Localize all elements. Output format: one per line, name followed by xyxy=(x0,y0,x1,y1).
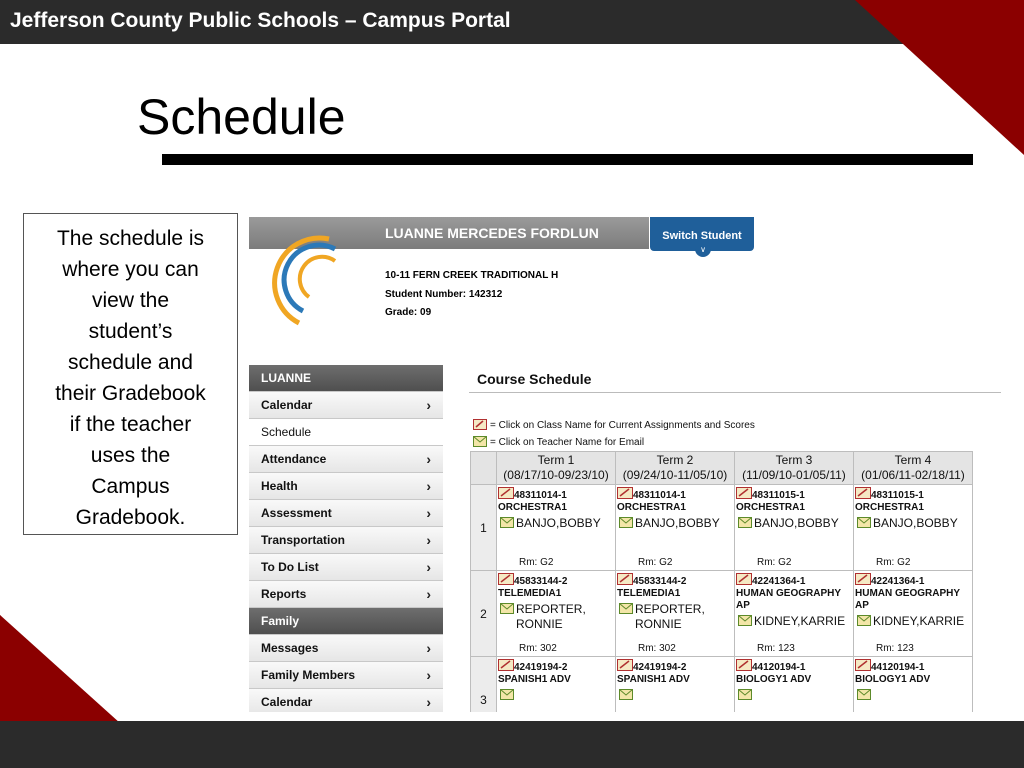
sidebar-item-label: Reports xyxy=(261,587,307,601)
teacher-name: KIDNEY,KARRIE xyxy=(754,614,846,628)
email-icon xyxy=(738,615,752,626)
course-link[interactable] xyxy=(736,659,853,686)
sidebar-item-health[interactable] xyxy=(249,473,443,500)
course-code: 48311015-1 xyxy=(752,490,805,501)
room-number: Rm: 302 xyxy=(519,643,557,654)
assignment-icon xyxy=(617,573,633,585)
course-code: 45833144-2 xyxy=(633,576,687,587)
teacher-email-link[interactable] xyxy=(736,688,853,703)
sidebar-item-label: Calendar xyxy=(261,695,313,709)
course-link[interactable] xyxy=(855,659,972,686)
course-name: TELEMEDIA1 xyxy=(617,588,681,599)
portal-screenshot xyxy=(249,217,1001,712)
period-number: 1 xyxy=(471,485,497,571)
assignment-icon xyxy=(473,419,487,430)
course-link[interactable] xyxy=(736,487,853,514)
course-name: HUMAN GEOGRAPHY AP xyxy=(855,588,960,611)
sidebar-item-label: To Do List xyxy=(261,560,319,574)
slide-header-bar xyxy=(0,0,1024,44)
room-number: Rm: 123 xyxy=(757,643,795,654)
period-number: 3 xyxy=(471,657,497,713)
teacher-email-link[interactable] xyxy=(498,516,615,531)
legend-email xyxy=(473,436,644,448)
course-link[interactable] xyxy=(617,573,734,600)
course-name: ORCHESTRA1 xyxy=(498,502,567,513)
student-number: Student Number: 142312 xyxy=(385,289,503,300)
assignment-icon xyxy=(498,659,514,671)
room-number: Rm: 123 xyxy=(876,643,914,654)
chevron-right-icon: › xyxy=(426,478,431,494)
sidebar-item-label: Attendance xyxy=(261,452,327,466)
course-code: 42419194-2 xyxy=(514,662,568,673)
assignment-icon xyxy=(736,573,752,585)
room-number: Rm: G2 xyxy=(876,557,911,568)
email-icon xyxy=(500,517,514,528)
sidebar-nav xyxy=(249,365,443,712)
course-name: TELEMEDIA1 xyxy=(498,588,562,599)
sidebar-item-attendance[interactable] xyxy=(249,446,443,473)
assignment-icon xyxy=(498,573,514,585)
course-name: ORCHESTRA1 xyxy=(855,502,924,513)
sidebar-item-assessment[interactable] xyxy=(249,500,443,527)
course-name: ORCHESTRA1 xyxy=(736,502,805,513)
sidebar-section-header xyxy=(249,365,443,392)
teacher-name: BANJO,BOBBY xyxy=(635,516,720,530)
teacher-name: BANJO,BOBBY xyxy=(754,516,839,530)
term-header xyxy=(497,452,616,485)
school-name: 10-11 FERN CREEK TRADITIONAL H xyxy=(385,270,559,281)
period-header xyxy=(471,452,497,485)
course-code: 44120194-1 xyxy=(871,662,925,673)
teacher-email-link[interactable] xyxy=(617,516,734,531)
schedule-cell xyxy=(735,571,854,657)
course-name: HUMAN GEOGRAPHY AP xyxy=(736,588,841,611)
email-icon xyxy=(738,689,752,700)
teacher-email-link[interactable] xyxy=(498,602,615,632)
schedule-cell xyxy=(616,657,735,713)
legend-assignments xyxy=(473,419,755,431)
schedule-cell xyxy=(497,571,616,657)
teacher-email-link[interactable] xyxy=(736,614,853,629)
assignment-icon xyxy=(736,487,752,499)
teacher-name: KIDNEY,KARRIE xyxy=(873,614,965,628)
schedule-cell xyxy=(735,657,854,713)
assignment-icon xyxy=(855,659,871,671)
term-header xyxy=(854,452,973,485)
term-dates: (08/17/10-09/23/10) xyxy=(503,468,609,482)
email-icon xyxy=(500,689,514,700)
term-name: Term 1 xyxy=(537,453,575,467)
course-name: BIOLOGY1 ADV xyxy=(736,674,812,685)
room-number: Rm: 302 xyxy=(638,643,676,654)
email-icon xyxy=(619,517,633,528)
sidebar-item-messages[interactable] xyxy=(249,635,443,662)
course-link[interactable] xyxy=(498,659,615,686)
course-link[interactable] xyxy=(617,487,734,514)
assignment-icon xyxy=(855,573,871,585)
term-dates: (01/06/11-02/18/11) xyxy=(861,468,965,482)
chevron-right-icon: › xyxy=(426,694,431,710)
student-grade: Grade: 09 xyxy=(385,307,432,318)
sidebar-item-label: LUANNE xyxy=(261,371,311,385)
chevron-right-icon: › xyxy=(426,667,431,683)
table-row xyxy=(471,657,973,713)
email-icon xyxy=(857,517,871,528)
course-schedule-divider xyxy=(469,392,1001,393)
sidebar-item-label: Messages xyxy=(261,641,319,655)
email-icon xyxy=(473,436,487,447)
chevron-right-icon: › xyxy=(426,586,431,602)
course-code: 42241364-1 xyxy=(871,576,925,587)
schedule-cell xyxy=(854,485,973,571)
title-underline xyxy=(162,154,973,165)
teacher-email-link[interactable] xyxy=(498,688,615,703)
chevron-right-icon: › xyxy=(426,505,431,521)
schedule-cell xyxy=(735,485,854,571)
course-name: BIOLOGY1 ADV xyxy=(855,674,931,685)
email-icon xyxy=(738,517,752,528)
term-name: Term 3 xyxy=(775,453,813,467)
assignment-icon xyxy=(617,487,633,499)
course-code: 45833144-2 xyxy=(514,576,568,587)
course-link[interactable] xyxy=(498,487,615,514)
slide-footer-bar xyxy=(0,721,1024,768)
email-icon xyxy=(857,615,871,626)
teacher-email-link[interactable] xyxy=(855,688,972,703)
schedule-cell xyxy=(854,657,973,713)
teacher-email-link[interactable] xyxy=(617,602,734,632)
chevron-right-icon: › xyxy=(426,451,431,467)
chevron-right-icon: › xyxy=(426,532,431,548)
slide-header-title: Jefferson County Public Schools – Campus Portal xyxy=(10,9,511,32)
chevron-down-icon[interactable]: ∨ xyxy=(695,245,711,257)
table-row xyxy=(471,485,973,571)
chevron-right-icon: › xyxy=(426,640,431,656)
sidebar-item-label: Health xyxy=(261,479,298,493)
campus-logo-icon xyxy=(269,231,369,331)
table-row xyxy=(471,571,973,657)
course-code: 48311015-1 xyxy=(871,490,924,501)
schedule-cell xyxy=(497,657,616,713)
sidebar-item-label: Family Members xyxy=(261,668,356,682)
email-icon xyxy=(500,603,514,614)
teacher-name: REPORTER, RONNIE xyxy=(635,602,705,631)
course-link[interactable] xyxy=(617,659,734,686)
teacher-email-link[interactable] xyxy=(617,688,734,703)
schedule-cell xyxy=(616,485,735,571)
course-schedule-title: Course Schedule xyxy=(477,371,592,387)
teacher-name: BANJO,BOBBY xyxy=(516,516,601,530)
course-code: 44120194-1 xyxy=(752,662,806,673)
teacher-email-link[interactable] xyxy=(855,516,972,531)
legend-assignments-text: = Click on Class Name for Current Assignments and Scores xyxy=(490,420,755,431)
assignment-icon xyxy=(617,659,633,671)
sidebar-item-family-members[interactable] xyxy=(249,662,443,689)
sidebar-item-transportation[interactable] xyxy=(249,527,443,554)
sidebar-item-label: Calendar xyxy=(261,398,313,412)
teacher-email-link[interactable] xyxy=(855,614,972,629)
assignment-icon xyxy=(498,487,514,499)
course-code: 48311014-1 xyxy=(633,490,686,501)
email-icon xyxy=(619,603,633,614)
room-number: Rm: G2 xyxy=(757,557,792,568)
course-name: SPANISH1 ADV xyxy=(617,674,690,685)
period-number: 2 xyxy=(471,571,497,657)
sidebar-item-label: Transportation xyxy=(261,533,346,547)
chevron-right-icon: › xyxy=(426,559,431,575)
sidebar-item-calendar[interactable] xyxy=(249,689,443,712)
sidebar-item-calendar[interactable] xyxy=(249,392,443,419)
course-link[interactable] xyxy=(855,573,972,612)
course-name: ORCHESTRA1 xyxy=(617,502,686,513)
course-link[interactable] xyxy=(855,487,972,514)
room-number: Rm: G2 xyxy=(519,557,554,568)
schedule-cell xyxy=(497,485,616,571)
sidebar-item-schedule[interactable] xyxy=(249,419,443,446)
explanation-callout: The schedule is where you can view the student’s schedule and their Gradebook if the teacher uses the Campus Gradebook. xyxy=(23,213,238,535)
assignment-icon xyxy=(855,487,871,499)
chevron-right-icon: › xyxy=(426,397,431,413)
term-header xyxy=(735,452,854,485)
sidebar-section-header xyxy=(249,608,443,635)
course-link[interactable] xyxy=(498,573,615,600)
student-name: LUANNE MERCEDES FORDLUN xyxy=(385,225,599,241)
assignment-icon xyxy=(736,659,752,671)
email-icon xyxy=(857,689,871,700)
course-link[interactable] xyxy=(736,573,853,612)
sidebar-item-label: Family xyxy=(261,614,300,628)
course-code: 48311014-1 xyxy=(514,490,567,501)
term-name: Term 4 xyxy=(894,453,932,467)
email-icon xyxy=(619,689,633,700)
schedule-cell xyxy=(854,571,973,657)
legend-email-text: = Click on Teacher Name for Email xyxy=(490,437,645,448)
sidebar-item-reports[interactable] xyxy=(249,581,443,608)
term-header xyxy=(616,452,735,485)
room-number: Rm: G2 xyxy=(638,557,673,568)
term-dates: (11/09/10-01/05/11) xyxy=(742,468,846,482)
sidebar-item-label: Schedule xyxy=(261,425,312,439)
term-name: Term 2 xyxy=(656,453,694,467)
teacher-name: BANJO,BOBBY xyxy=(873,516,958,530)
schedule-cell xyxy=(616,571,735,657)
course-name: SPANISH1 ADV xyxy=(498,674,571,685)
teacher-email-link[interactable] xyxy=(736,516,853,531)
course-code: 42419194-2 xyxy=(633,662,687,673)
sidebar-item-label: Assessment xyxy=(261,506,332,520)
teacher-name: REPORTER, RONNIE xyxy=(516,602,586,631)
course-code: 42241364-1 xyxy=(752,576,806,587)
schedule-table xyxy=(470,451,973,712)
slide-title: Schedule xyxy=(137,89,346,145)
term-dates: (09/24/10-11/05/10) xyxy=(622,468,728,482)
sidebar-item-to-do-list[interactable] xyxy=(249,554,443,581)
switch-student-button[interactable]: Switch Student xyxy=(650,217,754,251)
